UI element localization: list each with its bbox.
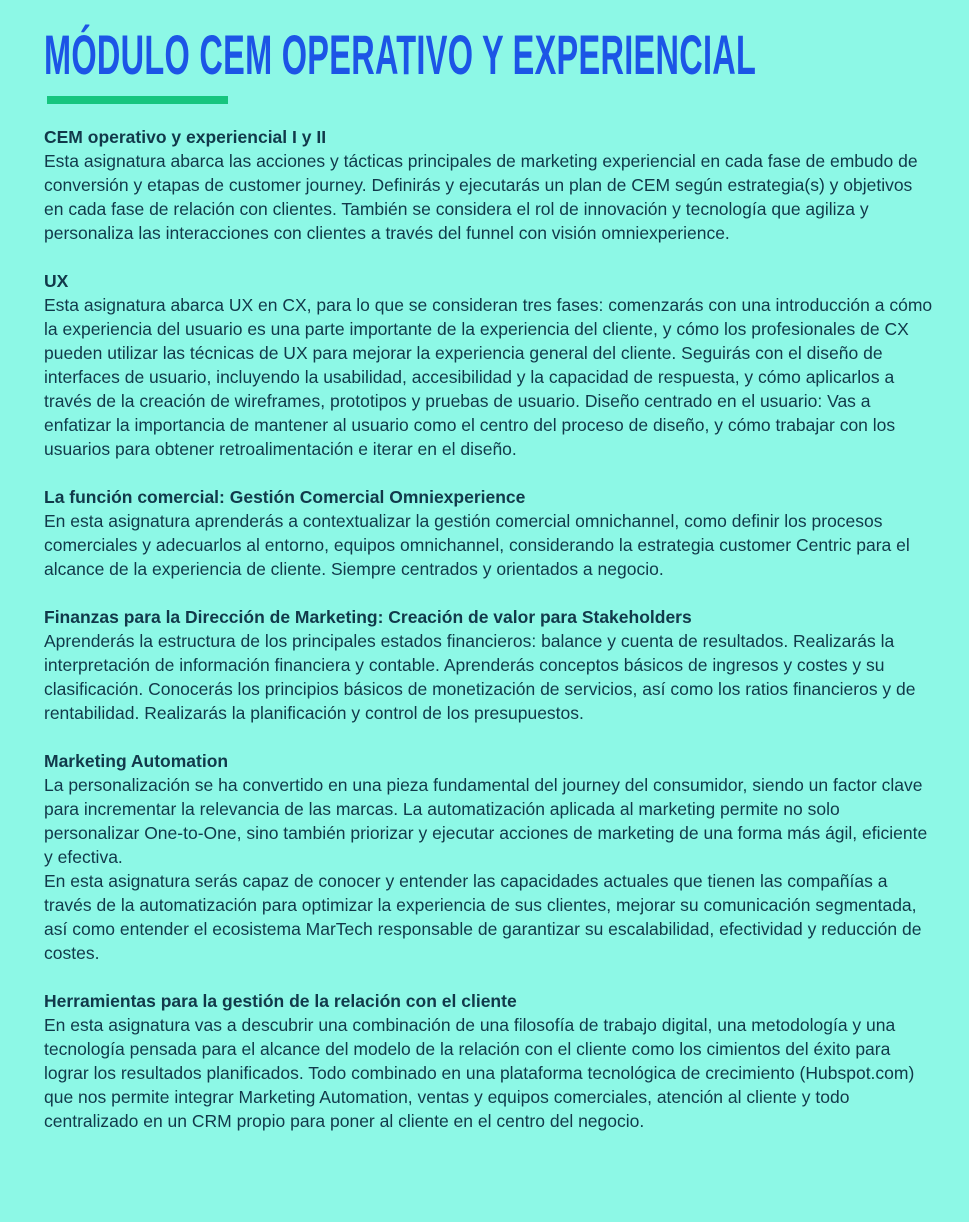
section-paragraph: La personalización se ha convertido en una pieza fundamental del journey del consumidor, siendo un factor clave para incrementar la relevancia de las marcas. La automatización aplicada al marketing permite no solo personalizar One-to-One, sino también priorizar y ejecutar acciones de marketing de una forma más ágil, eficiente y efectiva. <box>44 775 928 867</box>
section-cem-operativo <box>44 125 936 245</box>
section-marketing-automation <box>44 749 936 965</box>
section-heading: UX <box>44 271 69 291</box>
section-paragraph: Esta asignatura abarca UX en CX, para lo que se consideran tres fases: comenzarás con una introducción a cómo la experiencia del usuario es una parte importante de la experiencia del cliente, y cómo los profesionales de CX pueden utilizar las técnicas de UX para mejorar la experiencia general del cliente. Seguirás con el diseño de interfaces de usuario, incluyendo la usabilidad, accesibilidad y la capacidad de respuesta, y cómo aplicarlos a través de la creación de wireframes, prototipos y pruebas de usuario. Diseño centrado en el usuario: Vas a enfatizar la importancia de mantener al usuario como el centro del proceso de diseño, y cómo trabajar con los usuarios para obtener retroalimentación e iterar en el diseño. <box>44 295 933 459</box>
section-paragraph: En esta asignatura serás capaz de conocer y entender las capacidades actuales que tienen las compañías a través de la automatización para optimizar la experiencia de sus clientes, mejorar su comunicación segmentada, así como entender el ecosistema MarTech responsable de garantizar su escalabilidad, efectividad y reducción de costes. <box>44 871 922 963</box>
page-title-text: MÓDULO CEM OPERATIVO Y EXPERIENCIAL <box>44 23 757 86</box>
page-title <box>44 23 941 86</box>
section-heading: Finanzas para la Dirección de Marketing: Creación de valor para Stakeholders <box>44 607 692 627</box>
section-finanzas <box>44 605 936 725</box>
title-underline <box>47 96 228 104</box>
module-sections <box>44 125 936 1133</box>
section-paragraph: Aprenderás la estructura de los principales estados financieros: balance y cuenta de resultados. Realizarás la interpretación de información financiera y contable. Aprenderás conceptos básicos de ingresos y costes y su clasificación. Conocerás los principios básicos de monetización de servicios, así como los ratios financieros y de rentabilidad. Realizarás la planificación y control de los presupuestos. <box>44 631 916 723</box>
section-heading: Marketing Automation <box>44 751 229 771</box>
section-ux <box>44 269 936 461</box>
section-herramientas-crm <box>44 989 936 1133</box>
section-heading: CEM operativo y experiencial I y II <box>44 127 327 147</box>
section-heading: Herramientas para la gestión de la relación con el cliente <box>44 991 517 1011</box>
section-paragraph: En esta asignatura vas a descubrir una combinación de una filosofía de trabajo digital, una metodología y una tecnología pensada para el alcance del modelo de la relación con el cliente como los cimientos del éxito para lograr los resultados planificados. Todo combinado en una plataforma tecnológica de crecimiento (Hubspot.com) que nos permite integrar Marketing Automation, ventas y equipos comerciales, atención al cliente y todo centralizado en un CRM propio para poner al cliente en el centro del negocio. <box>44 1015 915 1131</box>
section-paragraph: En esta asignatura aprenderás a contextualizar la gestión comercial omnichannel, como definir los procesos comerciales y adecuarlos al entorno, equipos omnichannel, considerando la estrategia customer Centric para el alcance de la experiencia de cliente. Siempre centrados y orientados a negocio. <box>44 511 910 579</box>
section-heading: La función comercial: Gestión Comercial Omniexperience <box>44 487 526 507</box>
section-funcion-comercial <box>44 485 936 581</box>
section-paragraph: Esta asignatura abarca las acciones y tácticas principales de marketing experiencial en cada fase de embudo de conversión y etapas de customer journey. Definirás y ejecutarás un plan de CEM según estrategia(s) y objetivos en cada fase de relación con clientes. También se considera el rol de innovación y tecnología que agiliza y personaliza las interacciones con clientes a través del funnel con visión omniexperience. <box>44 151 918 243</box>
